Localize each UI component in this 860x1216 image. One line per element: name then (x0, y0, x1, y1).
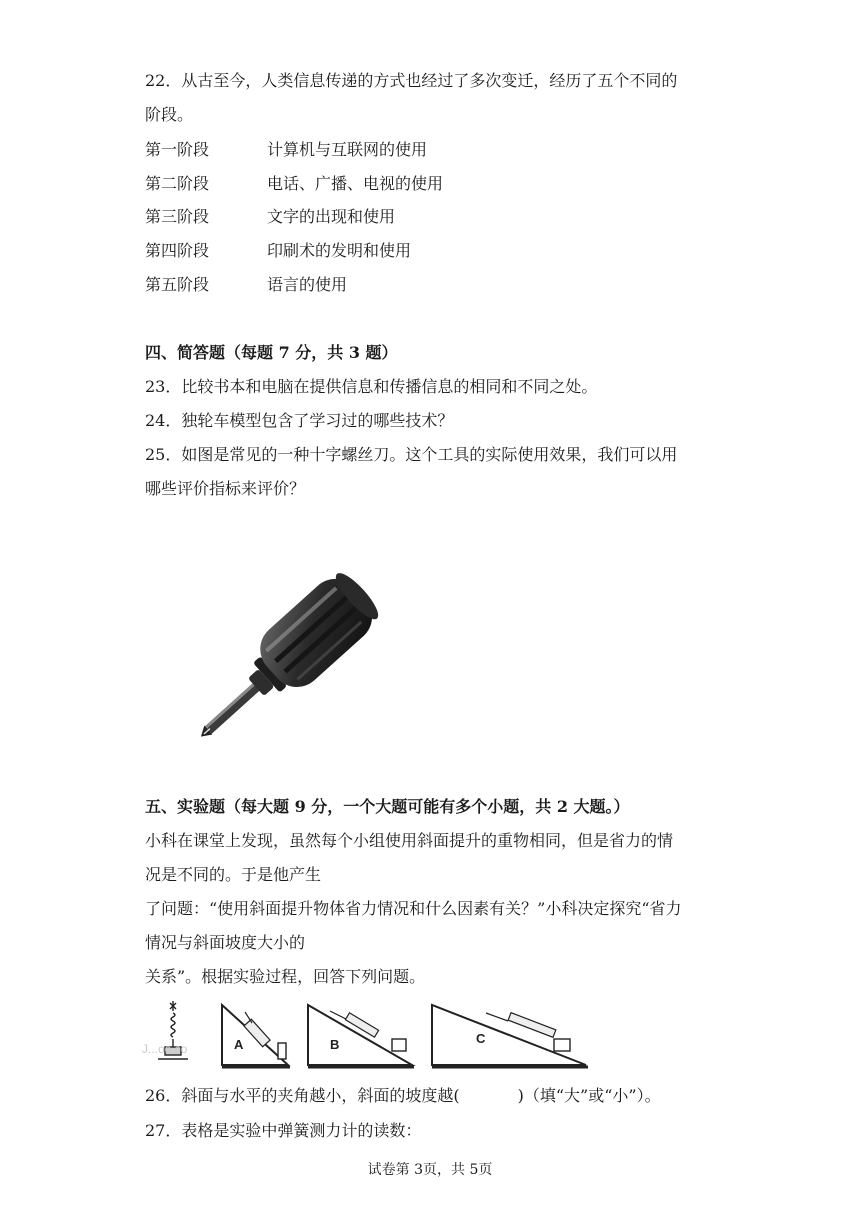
q25-text-line1: 25．如图是常见的一种十字螺丝刀。这个工具的实际使用效果，我们可以用 (145, 445, 678, 464)
q26-text-after: )（填“大”或“小”）。 (517, 1086, 661, 1105)
stage-desc-5: 语言的使用 (267, 275, 348, 294)
stage-label-4: 第四阶段 (145, 241, 210, 260)
page-footer: 试卷第 3页，共 5页 (367, 1162, 493, 1178)
stage-label-5: 第五阶段 (145, 275, 210, 294)
watermark-text: J...oo.co (142, 1042, 188, 1056)
incline-experiment-figure (140, 997, 600, 1073)
q22-text-line2: 阶段。 (145, 105, 194, 124)
ramp-label-b: B (330, 1037, 340, 1052)
ramp-label-c: C (476, 1031, 486, 1046)
section5-intro-line1: 小科在课堂上发现，虽然每个小组使用斜面提升的重物相同，但是省力的情 (145, 831, 674, 850)
stage-label-2: 第二阶段 (145, 174, 210, 193)
stage-desc-3: 文字的出现和使用 (267, 207, 396, 226)
q25-text-line2: 哪些评价指标来评价？ (145, 479, 306, 498)
section5-heading: 五、实验题（每大题 9 分，一个大题可能有多个小题，共 2 大题。） (145, 797, 630, 816)
ramp-a (222, 1005, 290, 1067)
ramp-c (432, 1005, 588, 1067)
stage-desc-4: 印刷术的发明和使用 (267, 241, 412, 260)
q22-text-line1: 22．从古至今，人类信息传递的方式也经过了多次变迁，经历了五个不同的 (145, 71, 678, 90)
section5-intro-line3: 了问题：“使用斜面提升物体省力情况和什么因素有关？”小科决定探究“省力 (145, 899, 682, 918)
section5-intro-line5: 关系”。根据实验过程，回答下列问题。 (145, 967, 426, 986)
q23-text: 23．比较书本和电脑在提供信息和传播信息的相同和不同之处。 (145, 377, 598, 396)
screwdriver-image (190, 548, 420, 738)
stage-desc-2: 电话、广播、电视的使用 (267, 174, 444, 193)
section5-intro-line2: 况是不同的。于是他产生 (145, 865, 322, 884)
stage-desc-1: 计算机与互联网的使用 (267, 140, 428, 159)
ramp-b (308, 1005, 414, 1067)
q26-text-before: 26．斜面与水平的夹角越小，斜面的坡度越( (145, 1086, 460, 1105)
section4-heading: 四、简答题（每题 7 分，共 3 题） (145, 343, 398, 362)
q24-text: 24．独轮车模型包含了学习过的哪些技术？ (145, 411, 454, 430)
ramp-label-a: A (234, 1037, 244, 1052)
q26-text (145, 1085, 661, 1107)
stage-label-1: 第一阶段 (145, 140, 210, 159)
q27-text: 27．表格是实验中弹簧测力计的读数： (145, 1121, 422, 1140)
section5-intro-line4: 情况与斜面坡度大小的 (145, 933, 306, 952)
stage-label-3: 第三阶段 (145, 207, 210, 226)
